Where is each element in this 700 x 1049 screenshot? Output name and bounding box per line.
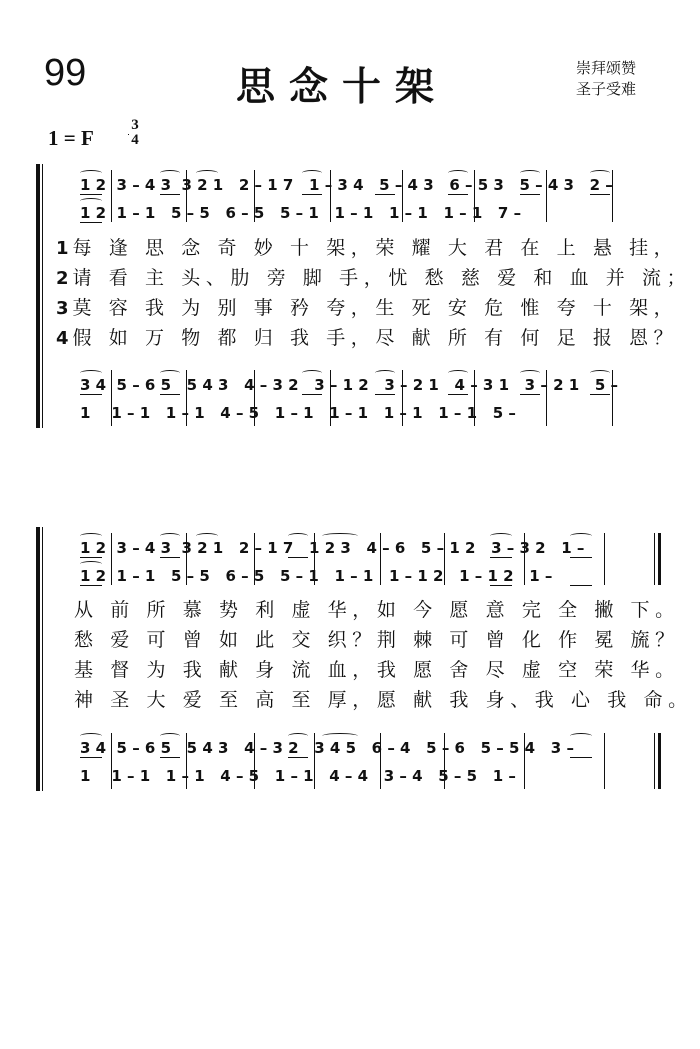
- verse-1-line-1: [56, 236, 678, 261]
- slur: [80, 533, 102, 539]
- slur: [570, 733, 592, 739]
- beam: [80, 194, 102, 195]
- slur: [448, 170, 468, 176]
- slur: [288, 533, 308, 539]
- slur: [570, 533, 592, 539]
- barline: [604, 733, 605, 789]
- slur: [196, 533, 218, 539]
- verse-2-line-2: 愁 爱 可 曾 如 此 交 织？荆 棘 可 曾 化 作 冕 旒？: [74, 629, 680, 651]
- beam: [288, 757, 308, 758]
- slur: [590, 370, 610, 376]
- verse-2-line-1: [56, 266, 691, 291]
- slur: [590, 170, 610, 176]
- time-numerator: 3: [131, 117, 139, 133]
- hymn-title: 思念十架: [236, 64, 449, 110]
- beam: [490, 585, 512, 586]
- slur: [322, 733, 358, 739]
- slur: [80, 370, 102, 376]
- time-signature: [128, 118, 142, 148]
- beam: [375, 194, 395, 195]
- slur: [520, 370, 540, 376]
- verse-text: 假 如 万 物 都 归 我 手，尽 献 所 有 何 足 报 恩？: [72, 327, 679, 349]
- slur: [490, 533, 512, 539]
- category-line-2: 圣子受难: [576, 80, 637, 98]
- verse-text: 请 看 主 头、肋 旁 脚 手，忧 愁 慈 爱 和 血 并 流；: [72, 267, 692, 289]
- slur: [160, 733, 180, 739]
- soprano-line: 1 2 3 – 4 3 3 2 1 2 – 1 7 1 – 3 4 5 – 4 3 6 – 5 3 5 – 4 3 2 –: [80, 176, 613, 194]
- system-line: [42, 164, 43, 428]
- verse-4-line-1: [56, 326, 678, 351]
- beam: [302, 394, 322, 395]
- tenor-line: 3 4 5 – 6 5 5 4 3 4 – 3 2 3 4 5 6 – 4 5 – 6 5 – 5 4 3 –: [80, 739, 574, 757]
- slur: [302, 370, 322, 376]
- slur: [160, 370, 180, 376]
- verse-number: 2: [56, 268, 69, 289]
- slur: [288, 733, 308, 739]
- beam: [80, 585, 102, 586]
- verse-4-line-2: 神 圣 大 爱 至 高 至 厚，愿 献 我 身、我 心 我 命。: [74, 689, 693, 711]
- beam: [570, 557, 592, 558]
- verse-1-line-2: 从 前 所 慕 势 利 虚 华，如 今 愿 意 完 全 撇 下。: [74, 599, 680, 621]
- bass-line: 1 1 – 1 1 – 1 4 – 5 1 – 1 4 – 4 3 – 4 5 – 5 1 –: [80, 767, 516, 785]
- slur: [80, 733, 102, 739]
- final-barline-thick: [658, 733, 661, 789]
- barline: [604, 533, 605, 585]
- beam: [160, 757, 180, 758]
- time-denominator: 4: [131, 132, 139, 148]
- slur: [80, 170, 102, 176]
- beam: [520, 194, 540, 195]
- verse-text: 莫 容 我 为 别 事 矜 夸，生 死 安 危 惟 夸 十 架，: [72, 297, 679, 319]
- beam: [80, 757, 102, 758]
- alto-line: 1 2 1 – 1 5 – 5 6 – 5 5 – 1 1 – 1 1 – 1 2 1 – 1 2 1 –: [80, 567, 553, 585]
- beam: [520, 394, 540, 395]
- slur: [520, 170, 540, 176]
- slur: [302, 170, 322, 176]
- beam: [490, 557, 512, 558]
- category-line-1: 崇拜颂赞: [576, 59, 637, 77]
- final-barline: [654, 733, 655, 789]
- verse-number: 3: [56, 298, 69, 319]
- soprano-line: 1 2 3 – 4 3 3 2 1 2 – 1 7 1 2 3 4 – 6 5 – 1 2 3 – 3 2 1 –: [80, 539, 585, 557]
- alto-line: 1 2 1 – 1 5 – 5 6 – 5 5 – 1 1 – 1 1 – 1 1 – 1 7 –: [80, 204, 522, 222]
- system-bracket: [36, 164, 40, 428]
- slur: [196, 170, 218, 176]
- verse-3-line-2: 基 督 为 我 献 身 流 血，我 愿 舍 尽 虚 空 荣 华。: [74, 659, 680, 681]
- verse-3-line-1: [56, 296, 678, 321]
- slur: [322, 533, 358, 539]
- hymn-category: [576, 58, 636, 100]
- beam: [448, 394, 468, 395]
- slur: [80, 561, 102, 567]
- tenor-line: 3 4 5 – 6 5 5 4 3 4 – 3 2 3 – 1 2 3 – 2 1 4 – 3 1 3 – 2 1 5 –: [80, 376, 618, 394]
- beam: [80, 557, 102, 558]
- slur: [80, 198, 102, 204]
- final-barline: [654, 533, 655, 585]
- beam: [288, 557, 308, 558]
- beam: [160, 194, 180, 195]
- slur: [160, 170, 180, 176]
- hymn-number: 99: [44, 52, 87, 94]
- beam: [160, 394, 180, 395]
- beam: [375, 394, 395, 395]
- time-divider: [128, 134, 129, 135]
- beam: [590, 194, 610, 195]
- system-bracket: [36, 527, 40, 791]
- beam: [302, 194, 322, 195]
- beam: [570, 757, 592, 758]
- beam: [80, 394, 102, 395]
- beam: [570, 585, 592, 586]
- bass-line: 1 1 – 1 1 – 1 4 – 5 1 – 1 1 – 1 1 – 1 1 – 1 5 –: [80, 404, 516, 422]
- key-signature: 1 = F: [48, 126, 94, 150]
- verse-number: 1: [56, 238, 69, 259]
- beam: [448, 194, 468, 195]
- slur: [448, 370, 468, 376]
- beam: [160, 557, 180, 558]
- beam: [80, 222, 102, 223]
- final-barline-thick: [658, 533, 661, 585]
- verse-text: 每 逢 思 念 奇 妙 十 架，荣 耀 大 君 在 上 悬 挂，: [72, 237, 679, 259]
- beam: [590, 394, 610, 395]
- verse-number: 4: [56, 328, 69, 349]
- slur: [160, 533, 180, 539]
- system-line: [42, 527, 43, 791]
- slur: [375, 370, 395, 376]
